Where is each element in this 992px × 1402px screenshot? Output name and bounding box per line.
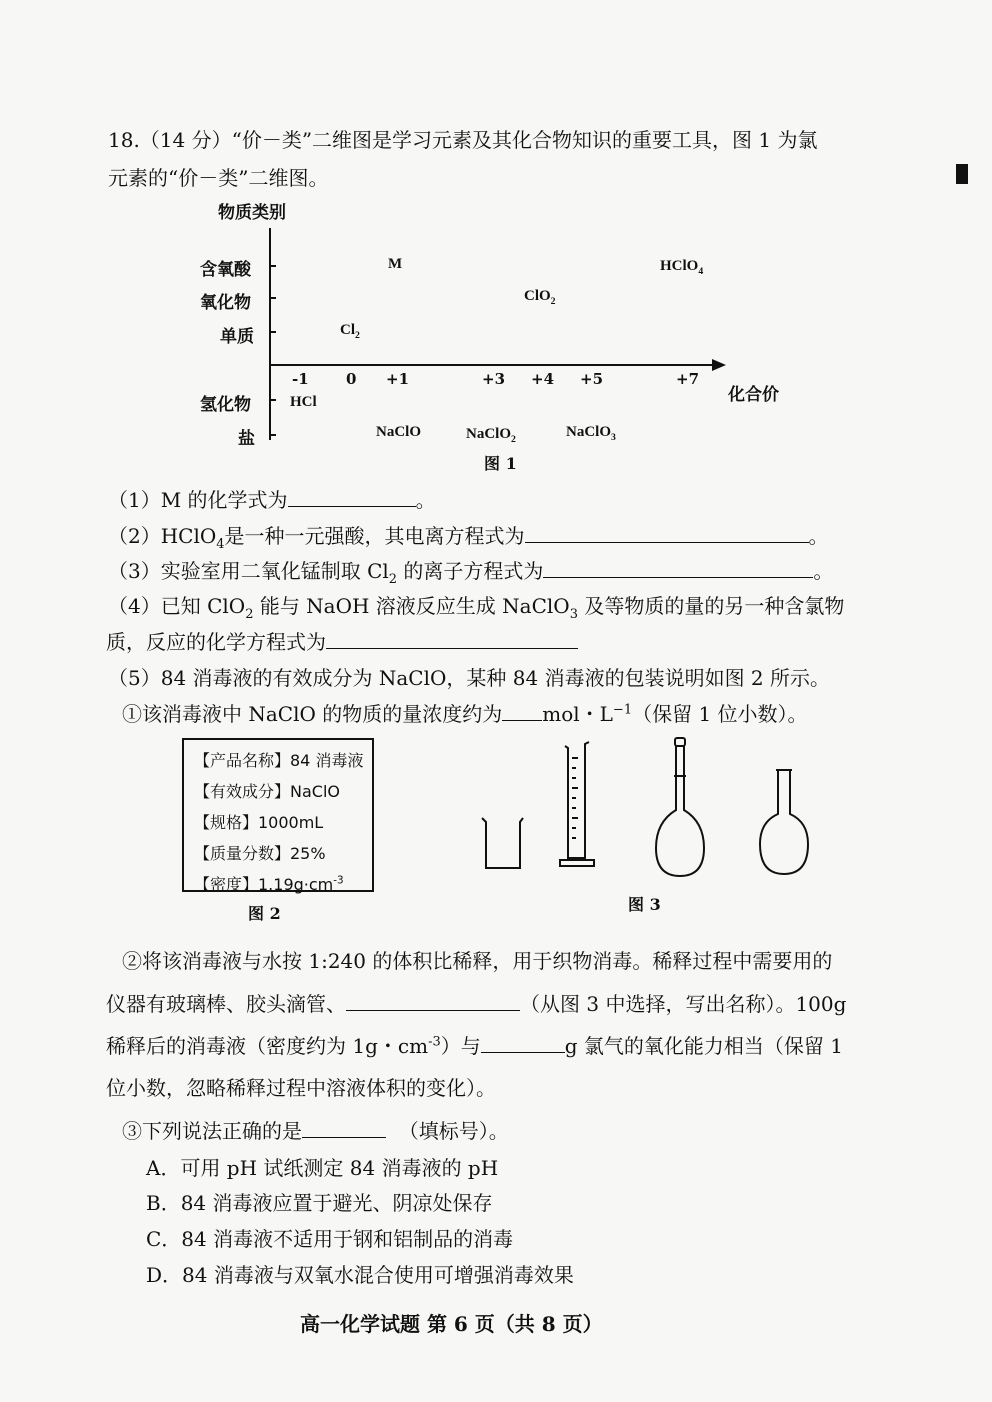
sub-question-3: （3）实验室用二氧化锰制取 $Cl_2$ 的离子方程式为 。 — [108, 559, 834, 587]
category-oxyacid: 含氧酸 — [200, 260, 251, 280]
tick-0: 0 — [346, 370, 357, 388]
figure-3-caption: 图 3 — [628, 895, 661, 914]
volumetric-flask-icon — [656, 738, 704, 876]
figure-2-product-label — [182, 738, 374, 892]
sub-question-2: （2）HClO$_4$是一种一元强酸，其电离方程式为 。 — [108, 524, 829, 552]
tick-minus-1: -1 — [292, 370, 309, 388]
answer-blank-5-3[interactable] — [302, 1119, 386, 1138]
part-2-line2: 仪器有玻璃棒、胶头滴管、 （从图 3 中选择，写出名称）。100g — [106, 992, 847, 1016]
part-2-line1: ②将该消毒液与水按 1:240 的体积比稀释，用于织物消毒。稀释过程中需要用的 — [122, 949, 833, 973]
sub-question-4-line1: （4）已知 ClO$_2$ 能与 NaOH 溶液反应生成 NaClO$_3$ 及等物质的量的另一种含氯物 — [108, 594, 845, 622]
tick-plus-7: +7 — [676, 370, 700, 388]
label-row-specification: 【规格】1000mL — [194, 813, 324, 832]
tick-plus-5: +5 — [580, 370, 604, 388]
figure-2-caption: 图 2 — [248, 904, 281, 923]
tick-plus-3: +3 — [482, 370, 506, 388]
figure-3-apparatus — [470, 730, 830, 880]
answer-blank-1[interactable] — [288, 488, 416, 507]
sub-question-5-intro: （5）84 消毒液的有效成分为 NaClO，某种 84 消毒液的包装说明如图 2 所示。 — [108, 666, 831, 690]
graduated-cylinder-icon — [560, 742, 594, 866]
option-b: B．84 消毒液应置于避光、阴凉处保存 — [146, 1191, 493, 1215]
label-row-product-name: 【产品名称】84 消毒液 — [194, 751, 364, 770]
tick-plus-4: +4 — [531, 370, 555, 388]
category-oxide: 氧化物 — [200, 293, 251, 313]
option-a: A．可用 pH 试纸测定 84 消毒液的 pH — [146, 1156, 499, 1180]
category-salt: 盐 — [238, 429, 255, 449]
point-naclo2: NaClO$_2$ — [466, 426, 516, 445]
x-axis-arrow — [712, 359, 726, 371]
question-intro-line1: 18.（14 分）“价－类”二维图是学习元素及其化合物知识的重要工具，图 1 为氯 — [108, 128, 818, 152]
answer-blank-2[interactable] — [525, 524, 809, 543]
answer-blank-5-2a[interactable] — [346, 992, 520, 1011]
x-axis-title: 化合价 — [728, 385, 779, 405]
figure-1-caption: 图 1 — [484, 454, 517, 473]
point-naclo: NaClO — [376, 424, 421, 440]
sub-question-5-part1: ①该消毒液中 NaClO 的物质的量浓度约为 mol・$L^{-1}$（保留 1 位小数）。 — [122, 702, 808, 726]
point-naclo3: NaClO$_3$ — [566, 424, 616, 443]
answer-blank-5-1[interactable] — [502, 702, 542, 721]
part-2-line4: 位小数，忽略稀释过程中溶液体积的变化）。 — [106, 1076, 496, 1100]
label-row-mass-fraction: 【质量分数】25% — [194, 844, 326, 863]
round-bottom-flask-icon — [760, 770, 808, 874]
tick-plus-1: +1 — [386, 370, 410, 388]
page-footer: 高一化学试题 第 6 页（共 8 页） — [300, 1312, 603, 1336]
question-intro-line2: 元素的“价－类”二维图。 — [108, 166, 329, 190]
part-2-line3: 稀释后的消毒液（密度约为 1g・$cm^{-3}$）与 g 氯气的氧化能力相当（保留 1 — [106, 1034, 843, 1058]
answer-blank-3[interactable] — [543, 559, 813, 578]
sub-question-1: （1）M 的化学式为 。 — [108, 488, 436, 512]
category-hydride: 氢化物 — [200, 395, 251, 415]
label-row-active-ingredient: 【有效成分】NaClO — [194, 782, 340, 801]
point-cl2: $Cl_2$ — [340, 322, 360, 341]
point-hcl: HCl — [290, 394, 317, 410]
point-hclo4: HClO$_4$ — [660, 258, 704, 277]
answer-blank-4[interactable] — [326, 630, 578, 649]
sub-question-4-line2: 质，反应的化学方程式为 — [106, 626, 578, 655]
part-3-stem: ③下列说法正确的是 （填标号）。 — [122, 1119, 509, 1143]
label-row-density: 【密度】$1.19g\cdot cm^{-3}$ — [194, 874, 344, 894]
y-axis-title: 物质类别 — [218, 203, 286, 223]
point-m: M — [388, 256, 403, 272]
category-element: 单质 — [220, 327, 254, 347]
beaker-icon — [482, 818, 523, 868]
figure-1-axes — [0, 0, 992, 480]
option-d: D．84 消毒液与双氧水混合使用可增强消毒效果 — [146, 1263, 574, 1287]
option-c: C．84 消毒液不适用于钢和铝制品的消毒 — [146, 1227, 514, 1251]
point-clo2: ClO$_2$ — [524, 288, 556, 307]
answer-blank-5-2b[interactable] — [481, 1034, 565, 1053]
